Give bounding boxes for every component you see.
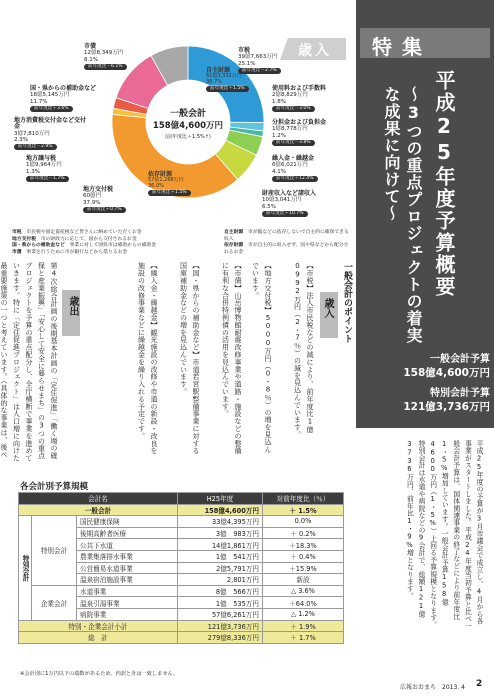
label-kokken: 国・県からの補助金など 18億5,145万円 11.7% 前年度比＋3.6%	[30, 85, 97, 111]
label-shoshunyu: 財産収入など諸収入 10億3,041万円 6.5% 前年度比＋10.7%	[262, 190, 317, 216]
table-row: 後期高齢者医療 3億 983万円 ＋ 0.2%	[19, 527, 344, 539]
table-footnote: ※会計別に1万円以下の端数があるため、内訳と計は一致しません。	[20, 671, 179, 677]
label-shiyoryo: 使用料および手数料 2億8,829万円 1.8% 前年度比－3.0%	[272, 85, 327, 111]
note-item: 市債 事業を行うために市が銀行などから借りるお金	[12, 249, 128, 255]
label-kofukin: 地方消費税交付金など交付金 3億7,810万円 2.3% 前年度比－2.9%	[14, 117, 87, 150]
table-row: 公営簡易水道事業 2億5,791万円 ＋15.9%	[19, 562, 344, 574]
table-row: 特別会計 特別会計 国民健康保険 33億4,395万円 0.0%	[19, 516, 344, 528]
revenue-title: 歳入	[298, 43, 332, 59]
header-amount: H25年度	[178, 493, 263, 505]
donut-center-label: 一般会計	[169, 109, 206, 119]
general-budget-block	[362, 350, 490, 380]
label-joyozei: 地方譲与税 1億9,964万円 1.3% 前年度比－1.7%	[26, 156, 69, 182]
note-item: 依存財源 市が自主的に収入せず、国や県などから配分されるお金	[224, 243, 349, 255]
label-kofuzei: 地方交付税 60億円 37.9% 前年度比＋0.7%	[83, 187, 126, 213]
note-item: 自主財源 市が臨などに依存しないで自主的に確保できる収入	[224, 230, 349, 242]
budget-table-title: 各会計別予算規模	[20, 482, 89, 492]
article-col-2: 【地方交付税】5000万円（0・8％）の増を見込んでいます。	[251, 262, 272, 453]
label-shisai: 市債 12億8,349万円 8.1% 前年度比－6.1%	[84, 44, 127, 70]
group-label: 特別会計	[19, 516, 32, 620]
donut-center-note: (前年度比＋1.5%↑)	[165, 134, 211, 140]
table-row: 病院事業 57億6,261万円 △ 1.2%	[19, 608, 344, 620]
budget-table-wrap	[18, 492, 344, 644]
donut-center-value: 158億4,600万円	[152, 121, 224, 131]
feature-subtitle: 〜3つの重点プロジェクトの着実な成果に向けて〜	[382, 86, 423, 344]
table-row: 温泉引湯事業 1億 535万円 ＋64.0%	[19, 597, 344, 609]
table-row: 企業会計 水道事業 8億 566万円 △ 3.6%	[19, 585, 344, 597]
table-row: 農業集落排水事業 1億 541万円 ＋ 0.4%	[19, 550, 344, 562]
note-item: 市税 市民税や固定資産税など皆さんに納めていただくお金	[12, 230, 142, 235]
sainyu-heading: 歳入	[322, 298, 333, 318]
revenue-section	[8, 6, 353, 232]
special-budget-label: 特別会計予算	[430, 388, 490, 399]
general-budget-value: 158億4,600万円	[403, 367, 490, 379]
feature-intro-text: 平成25年度の予算が3月市議会で成立し、4月から各事業がスタートしました。平成24年度当初予算と比べ一般会計予算は、国体関連事業の終了などにより前年度比1・5%増加しています。一般会計予算158億4600万円（1・5%）上回る予算規模となります。特別会計は水道や病院などの9会計で、総額121億3736万円、前年比1・9%増となります。	[405, 440, 483, 630]
table-row-general: 一般会計 158億4,600万円 ＋ 1.5%	[19, 504, 344, 516]
footer-text: 広報おおまち 2013. 4	[400, 684, 465, 691]
article-col-4: 【国・県からの補助金など】市道若宮駅整備事業に対する国庫補助金などの増を見込んでいます。	[179, 262, 200, 455]
note-item: 国・県からの補助金など 事業に対して国県市は補助からの補助金	[12, 243, 156, 248]
feature-main-title: 平成25年度予算概要	[432, 70, 456, 298]
sub1-label: 特別会計	[32, 516, 77, 586]
special-budget-block	[362, 384, 490, 414]
sub2-label: 企業会計	[32, 585, 77, 620]
article	[84, 262, 354, 462]
table-row: 公共下水道 14億1,861万円 ＋18.3%	[19, 539, 344, 551]
label-shizei: 市税 39億7,663万円 25.1% 前年度比－2.7%	[238, 48, 281, 74]
saishutsu-heading: 歳出	[67, 296, 78, 316]
table-row-total: 総 計 279億8,336万円 ＋ 1.7%	[19, 632, 344, 644]
tokushu-title: 特集	[372, 35, 432, 59]
table-row: 温泉宿泊施設事業 2,801万円 新設	[19, 574, 344, 586]
note-item: 地方交付税 市の財政力に応じて、国から交付されるお金	[12, 236, 137, 242]
general-budget-label: 一般会計予算	[430, 354, 490, 365]
label-kurire: 繰入金・繰越金 6億6,021万円 4.1% 前年度比＋12.4%	[272, 156, 318, 182]
special-budget-value: 121億3,736万円	[403, 401, 490, 413]
budget-table	[18, 492, 344, 644]
table-row-subtotal: 特別・企業会計小計 121億3,736万円 ＋ 1.9%	[19, 620, 344, 632]
page-number: 2	[476, 679, 483, 689]
label-buntankin: 分担金および負担金 1億8,778万円 1.2% 前年度比－3.8%	[272, 119, 327, 145]
article-col-3: 【市債】山岳博物館耐震改修事業や道路・施設などの整備に有利な合併特例債の活用を見込んでいます。	[221, 262, 242, 455]
header-ratio: 対前年度比（％）	[263, 493, 344, 505]
article-col-6: 第4次総合計画の後期基本計画の「定住促進」「働く場の確保と産業振興」「安心して安全に暮らせまち」の3つの重点プロジェクトを予算の重点配分し、全庁横断で事業を進めていきます。特に「定住促進プロジェクト」は人口増に向けた最重要施策の一つと考えています。（具体的な事業は、後ペ	[0, 262, 58, 462]
article-col-1: 【市税】法人市民税などの減により、前年度比1億0992万円（2・7％）の減を見込んでいます。	[293, 262, 314, 439]
label-izon: 依存財源 57億1,268万円 36.0% 前年度比＋1.5%	[148, 172, 191, 196]
header-name: 会計名	[19, 493, 178, 505]
point-title: 一般会計のポイント	[342, 262, 352, 343]
label-jishu: 自主財源 61億3,332万円 38.7% 前年度比＋1.5%	[206, 68, 249, 92]
donut-center	[148, 106, 228, 140]
article-col-5: 【繰入金・繰越金】観光施設の改修や市道の新設・改良を施設の改修事業などに繰越金を繰り入れる予定です。	[137, 262, 158, 455]
